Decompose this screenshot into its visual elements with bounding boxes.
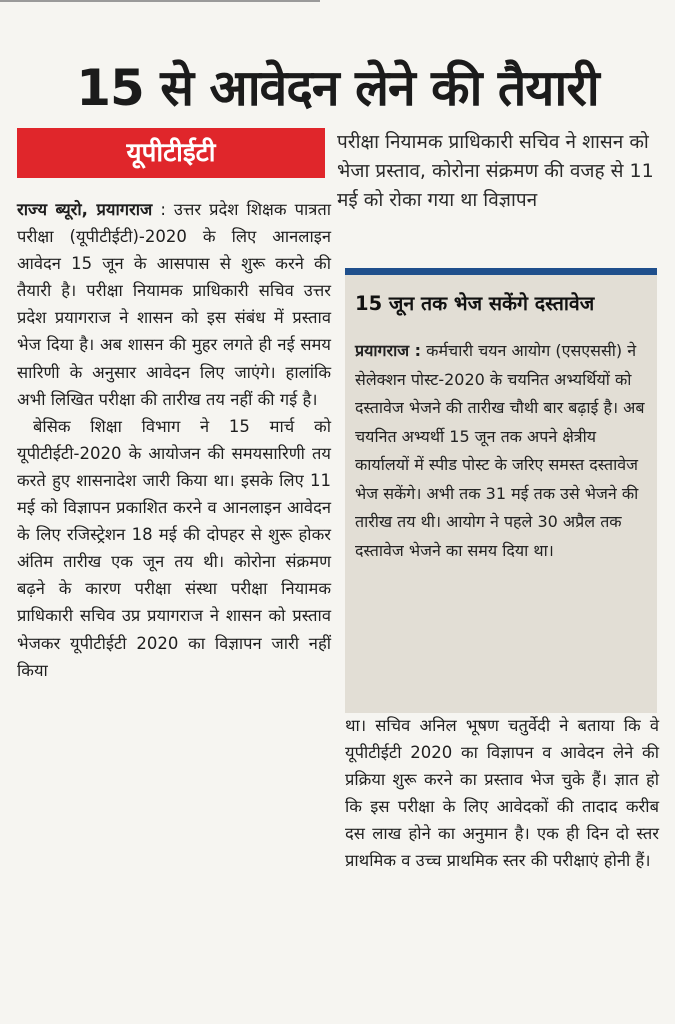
topic-label: यूपीटीईटी [17, 128, 325, 178]
sidebar-place: प्रयागराज : [355, 341, 422, 360]
sidebar-text: कर्मचारी चयन आयोग (एसएससी) ने सेलेक्शन पोस्ट-2020 के चयनित अभ्यर्थियों को दस्तावेज भेजने की तारीख चौथी बार बढ़ाई है। अब चयनित अभ्यर्थी 15 जून तक अपने क्षेत्रीय कार्यालयों में स्पीड पोस्ट के जरिए समस्त दस्तावेज भेज सकेंगे। अभी तक 31 मई तक उसे भेजने की तारीख तय थी। आयोग ने पहले 30 अप्रैल तक दस्तावेज भेजने का समय दिया था। [355, 341, 645, 560]
main-story-para-2: बेसिक शिक्षा विभाग ने 15 मार्च को यूपीटीईटी-2020 के आयोजन की समयसारिणी तय करते हुए शासनादेश जारी किया था। इसके लिए 11 मई को विज्ञापन प्रकाशित करने व आनलाइन आवेदन के लिए रजिस्ट्रेशन 18 मई की दोपहर से शुरू होकर अंतिम तारीख एक जून तय थी। कोरोना संक्रमण बढ़ने के कारण परीक्षा संस्था परीक्षा नियामक प्राधिकारी सचिव उप्र प्रयागराज ने शासन को प्रस्ताव भेजकर यूपीटीईटी 2020 का विज्ञापन जारी नहीं किया [17, 416, 331, 680]
main-story-para-3: था। सचिव अनिल भूषण चतुर्वेदी ने बताया कि वे यूपीटीईटी 2020 का विज्ञापन व आवेदन लेने की प्रक्रिया शुरू करने का प्रस्ताव भेज चुके हैं। ज्ञात हो कि इस परीक्षा के लिए आवेदकों की तादाद करीब दस लाख होने का अनुमान है। एक ही दिन दो स्तर प्राथमिक व उच्च प्राथमिक स्तर की परीक्षाएं होनी हैं। [345, 716, 659, 871]
main-story-para-1-text: : उत्तर प्रदेश शिक्षक पात्रता परीक्षा (यूपीटीईटी)-2020 के लिए आनलाइन आवेदन 15 जून के आसपास से शुरू करने की तैयारी है। परीक्षा नियामक प्राधिकारी सचिव उत्तर प्रदेश प्रयागराज ने शासन को इस संबंध में प्रस्ताव भेज दिया है। अब शासन की मुहर लगते ही नई समय सारिणी के अनुसार आवेदन लिए जाएंगे। हालांकि अभी लिखित परीक्षा की तारीख तय नहीं की गई है। [17, 200, 332, 409]
deck-subheadline: परीक्षा नियामक प्राधिकारी सचिव ने शासन को भेजा प्रस्ताव, कोरोना संक्रमण की वजह से 11 मई को रोका गया था विज्ञापन [337, 131, 654, 211]
sidebar-title: 15 जून तक भेज सकेंगे दस्तावेज [355, 292, 595, 315]
headline: 15 से आवेदन लेने की तैयारी [76, 58, 599, 117]
sidebar-box [345, 268, 657, 713]
page-top-rule [0, 0, 320, 2]
main-story-continuation [345, 712, 659, 875]
sidebar-body [355, 337, 651, 565]
byline: राज्य ब्यूरो, प्रयागराज [17, 200, 153, 219]
main-story-column [17, 196, 331, 684]
main-story-para-1 [17, 196, 331, 413]
